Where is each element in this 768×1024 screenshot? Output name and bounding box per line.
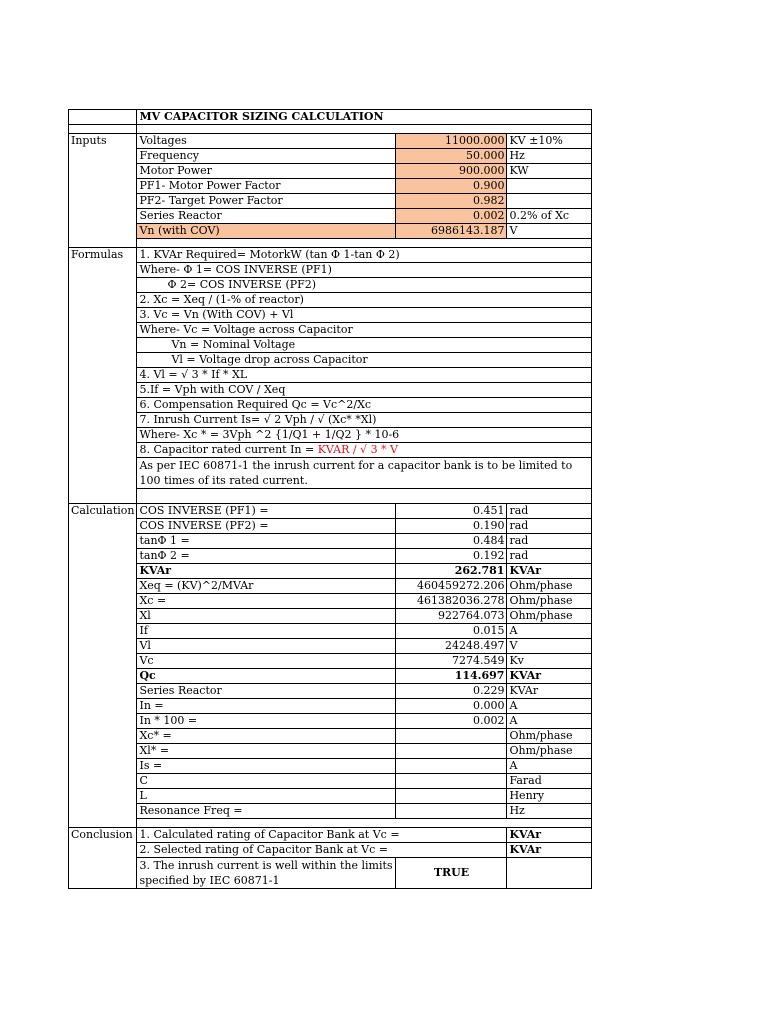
formula-text[interactable]: Vl = Voltage drop across Capacitor [137,353,592,368]
input-unit: V [507,224,592,239]
input-row-voltages [69,134,592,149]
formula-text[interactable]: Φ 2= COS INVERSE (PF2) [137,278,592,293]
conclusion-result[interactable]: TRUE [396,858,507,889]
calc-row [69,684,592,699]
calc-unit: Ohm/phase [507,609,592,624]
formula-blank-row [69,489,592,504]
formula-text[interactable]: 2. Xc = Xeq / (1-% of reactor) [137,293,592,308]
calc-unit: KVAr [507,669,592,684]
calc-row [69,534,592,549]
calc-row [69,579,592,594]
calc-unit: KVAr [507,564,592,579]
input-value-cell[interactable]: 11000.000 [396,134,507,149]
title-empty-cell [69,110,137,125]
calc-label: Is = [137,759,396,774]
calc-row [69,714,592,729]
calc-unit: V [507,639,592,654]
input-label: Motor Power [137,164,396,179]
calc-row [69,699,592,714]
calc-row [69,624,592,639]
calc-value-cell[interactable] [396,789,507,804]
input-row-vn [69,224,592,239]
calc-label: Qc [137,669,396,684]
calc-unit: Hz [507,804,592,819]
formula-row [69,248,592,263]
calc-value-cell[interactable]: 0.484 [396,534,507,549]
calc-label: tanΦ 1 = [137,534,396,549]
calc-value-cell[interactable]: 461382036.278 [396,594,507,609]
calc-value-cell[interactable]: 0.002 [396,714,507,729]
iec-note[interactable]: As per IEC 60871-1 the inrush current for a capacitor bank is to be limited to 100 times of its rated current. [137,458,592,489]
title-row [69,110,592,125]
calc-label: Xeq = (KV)^2/MVAr [137,579,396,594]
input-value-cell[interactable]: 900.000 [396,164,507,179]
calc-row [69,609,592,624]
calc-value-cell[interactable]: 7274.549 [396,654,507,669]
calc-label: Xc = [137,594,396,609]
formula-highlight: KVAR / √ 3 * V [317,443,399,456]
input-label: Vn (with COV) [137,224,396,239]
section-label-conclusion: Conclusion [69,828,137,889]
conclusion-label: 1. Calculated rating of Capacitor Bank at Vc = [137,828,507,843]
input-value-cell[interactable]: 0.900 [396,179,507,194]
input-unit [507,194,592,209]
calc-unit: Ohm/phase [507,729,592,744]
calc-label: KVAr [137,564,396,579]
conclusion-empty-cell [507,858,592,889]
input-unit: Hz [507,149,592,164]
calc-value-cell[interactable]: 0.015 [396,624,507,639]
calc-value-cell[interactable]: 922764.073 [396,609,507,624]
conclusion-unit[interactable]: KVAr [507,828,592,843]
formula-row [69,368,592,383]
calc-value-cell[interactable]: 460459272.206 [396,579,507,594]
calc-unit: A [507,759,592,774]
calc-row [69,759,592,774]
calc-label: In = [137,699,396,714]
formula-text[interactable]: 3. Vc = Vn (With COV) + Vl [137,308,592,323]
input-unit [507,179,592,194]
calc-value-cell[interactable] [396,729,507,744]
section-label-calculation: Calculation [69,504,137,819]
calc-row [69,504,592,519]
calc-row [69,744,592,759]
capacitor-sizing-sheet [68,109,592,889]
calc-label: Xl* = [137,744,396,759]
input-row-frequency [69,149,592,164]
input-value-cell[interactable]: 50.000 [396,149,507,164]
conclusion-label: 2. Selected rating of Capacitor Bank at Vc = [137,843,507,858]
formula-row [69,428,592,443]
input-label: Frequency [137,149,396,164]
calc-label: C [137,774,396,789]
calc-label: Vl [137,639,396,654]
input-unit: KW [507,164,592,179]
input-value-cell[interactable]: 6986143.187 [396,224,507,239]
calc-row [69,594,592,609]
calc-label: tanΦ 2 = [137,549,396,564]
input-row-pf2 [69,194,592,209]
formula-row [69,353,592,368]
calc-unit: KVAr [507,684,592,699]
calc-unit: A [507,699,592,714]
formula-note-row [69,458,592,489]
formula-text[interactable]: 4. Vl = √ 3 * If * XL [137,368,592,383]
calc-row [69,564,592,579]
formula-row [69,413,592,428]
formula-text[interactable]: 5.If = Vph with COV / Xeq [137,383,592,398]
conclusion-row-2 [69,843,592,858]
calc-unit: Ohm/phase [507,579,592,594]
calc-row [69,729,592,744]
input-value-cell[interactable]: 0.982 [396,194,507,209]
formula-prefix: 8. Capacitor rated current In = [139,443,318,456]
calc-unit: rad [507,549,592,564]
calc-label: If [137,624,396,639]
calc-unit: Ohm/phase [507,594,592,609]
formula-text[interactable]: 7. Inrush Current Is= √ 2 Vph / √ (Xc* *Xl) [137,413,592,428]
sheet-title[interactable]: MV CAPACITOR SIZING CALCULATION [137,110,592,125]
input-label: Voltages [137,134,396,149]
calc-value-cell[interactable] [396,774,507,789]
formula-row [69,278,592,293]
formula-text[interactable] [137,443,592,458]
conclusion-label: 3. The inrush current is well within the limits specified by IEC 60871-1 [137,858,396,889]
formula-row [69,308,592,323]
conclusion-row-1 [69,828,592,843]
formula-row [69,263,592,278]
calc-label: Resonance Freq = [137,804,396,819]
input-unit: 0.2% of Xc [507,209,592,224]
section-label-inputs: Inputs [69,134,137,239]
calc-value-cell[interactable] [396,804,507,819]
calc-row [69,654,592,669]
input-label: Series Reactor [137,209,396,224]
calc-row [69,804,592,819]
conclusion-unit[interactable]: KVAr [507,843,592,858]
input-value-cell[interactable]: 0.002 [396,209,507,224]
formula-text[interactable]: Where- Φ 1= COS INVERSE (PF1) [137,263,592,278]
calc-unit: rad [507,504,592,519]
calc-unit: Henry [507,789,592,804]
calc-row [69,519,592,534]
formula-text[interactable]: 6. Compensation Required Qc = Vc^2/Xc [137,398,592,413]
calc-unit: A [507,714,592,729]
calc-label: COS INVERSE (PF2) = [137,519,396,534]
calc-row [69,549,592,564]
calc-label: Vc [137,654,396,669]
input-label: PF2- Target Power Factor [137,194,396,209]
formula-row [69,443,592,458]
calc-value-cell[interactable] [396,759,507,774]
calc-value-cell[interactable]: 114.697 [396,669,507,684]
formula-text[interactable]: Vn = Nominal Voltage [137,338,592,353]
calc-value-cell[interactable]: 0.192 [396,549,507,564]
calc-row [69,669,592,684]
section-label-formulas: Formulas [69,248,137,504]
calc-value-cell[interactable]: 0.229 [396,684,507,699]
calc-unit: Ohm/phase [507,744,592,759]
calc-unit: A [507,624,592,639]
calc-row [69,639,592,654]
calc-unit: rad [507,519,592,534]
formula-row [69,398,592,413]
input-row-pf1 [69,179,592,194]
calc-value-cell[interactable]: 0.000 [396,699,507,714]
input-row-series-reactor [69,209,592,224]
calc-unit: Farad [507,774,592,789]
conclusion-row-3 [69,858,592,889]
calc-value-cell[interactable] [396,744,507,759]
calc-unit: rad [507,534,592,549]
calc-row [69,789,592,804]
input-unit: KV ±10% [507,134,592,149]
calc-row [69,774,592,789]
formula-text[interactable]: Where- Xc * = 3Vph ^2 {1/Q1 + 1/Q2 } * 10-6 [137,428,592,443]
calc-label: COS INVERSE (PF1) = [137,504,396,519]
calc-label: Xc* = [137,729,396,744]
calc-label: In * 100 = [137,714,396,729]
calc-label: Xl [137,609,396,624]
calc-value-cell[interactable]: 24248.497 [396,639,507,654]
formula-row [69,293,592,308]
calc-label: L [137,789,396,804]
formula-text[interactable]: Where- Vc = Voltage across Capacitor [137,323,592,338]
calc-unit: Kv [507,654,592,669]
formula-row [69,338,592,353]
formula-text[interactable]: 1. KVAr Required= MotorkW (tan Φ 1-tan Φ 2) [137,248,592,263]
input-row-motor-power [69,164,592,179]
calc-value-cell[interactable]: 262.781 [396,564,507,579]
formula-row [69,323,592,338]
calc-value-cell[interactable]: 0.190 [396,519,507,534]
calc-label: Series Reactor [137,684,396,699]
input-label: PF1- Motor Power Factor [137,179,396,194]
formula-row [69,383,592,398]
calc-value-cell[interactable]: 0.451 [396,504,507,519]
